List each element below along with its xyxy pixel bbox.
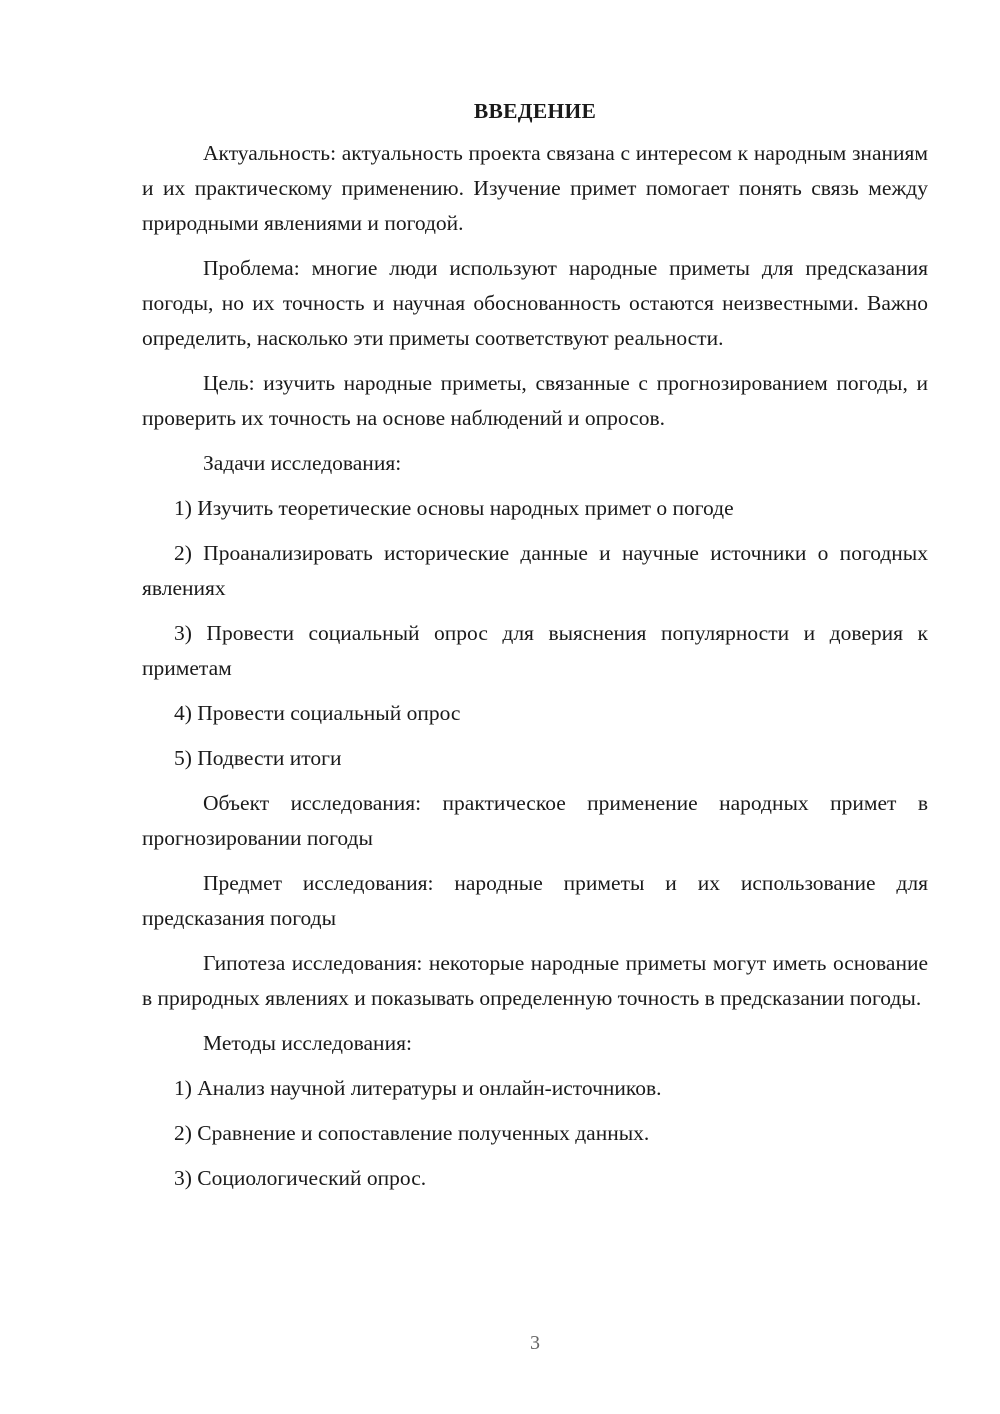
subject-paragraph: Предмет исследования: народные приметы и их использование для предсказания погоды: [142, 871, 928, 930]
goal-paragraph: Цель: изучить народные приметы, связанные с прогнозированием погоды, и проверить их точность на основе наблюдений и опросов.: [142, 371, 928, 430]
task-item-1: 1) Изучить теоретические основы народных примет о погоде: [174, 496, 734, 520]
method-item-3: 3) Социологический опрос.: [174, 1166, 427, 1190]
page-number: 3: [530, 1332, 540, 1354]
methods-heading: Методы исследования:: [203, 1031, 412, 1055]
method-item-1: 1) Анализ научной литературы и онлайн-источников.: [174, 1076, 662, 1100]
document-page: [142, 94, 928, 1196]
task-item-3: 3) Провести социальный опрос для выяснения популярности и доверия к приметам: [142, 621, 928, 680]
document-title: ВВЕДЕНИЕ: [473, 99, 597, 123]
task-item-2: 2) Проанализировать исторические данные и научные источники о погодных явлениях: [142, 541, 928, 600]
problem-paragraph: Проблема: многие люди используют народные приметы для предсказания погоды, но их точность и научная обоснованность остаются неизвестными. Важно определить, насколько эти приметы соответствуют реальности.: [142, 256, 928, 350]
task-item-5: 5) Подвести итоги: [174, 746, 342, 770]
task-item-4: 4) Провести социальный опрос: [174, 701, 461, 725]
object-paragraph: Объект исследования: практическое применение народных примет в прогнозировании погоды: [142, 791, 928, 850]
method-item-2: 2) Сравнение и сопоставление полученных данных.: [174, 1121, 650, 1145]
relevance-paragraph: Актуальность: актуальность проекта связана с интересом к народным знаниям и их практическому применению. Изучение примет помогает понять связь между природными явлениями и погодой.: [142, 141, 928, 235]
hypothesis-paragraph: Гипотеза исследования: некоторые народные приметы могут иметь основание в природных явлениях и показывать определенную точность в предсказании погоды.: [142, 951, 928, 1010]
tasks-heading: Задачи исследования:: [203, 451, 402, 475]
